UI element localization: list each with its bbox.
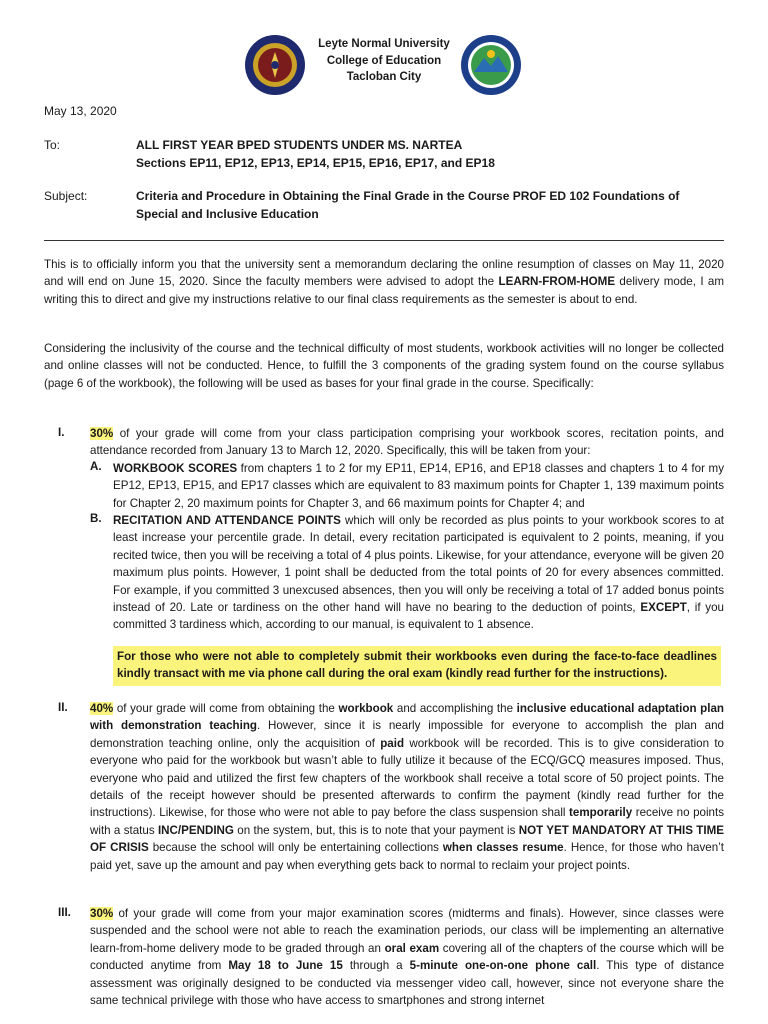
- section-1-number: I.: [58, 426, 65, 439]
- university-name: Leyte Normal University: [318, 38, 450, 50]
- item-b-text: RECITATION AND ATTENDANCE POINTS which will only be recorded as plus points to your workbook scores to at least increase your percentile grade. In detail, every recitation participated is equivalent to 2 points, meaning, if you recited twice, then you will be receiving a total of 4 plus points. Likewise, for your attendance, everyone will be given 20 maximum plus points. However, 1 point shall be deducted from the total points of 20 for every absences committed. For example, if you committed 3 unexcused absences, then you will only be receiving a total of 17 added bonus points instead of 20. Late or tardiness on the other hand will have no bearing to the deduction of points, EXCEPT, if you committed 3 tardiness which, according to our manual, is equivalent to 1 absence.: [113, 514, 725, 632]
- workbook-note-highlight: For those who were not able to completely submit their workbooks even during the face-to-face deadlines kindly transact with me via phone call during the oral exam (kindly read further for the instructions).: [113, 646, 721, 686]
- item-a-letter: A.: [90, 460, 102, 473]
- subject-text: [136, 188, 726, 223]
- subject-line-2: Special and Inclusive Education: [136, 206, 319, 221]
- section-1-percent: 30%: [90, 427, 114, 440]
- city-name: Tacloban City: [346, 71, 422, 83]
- college-name: College of Education: [326, 54, 442, 67]
- section-3-text: 30% of your grade will come from your major examination scores (midterms and finals). However, since classes were suspended and the school were not able to reach the examination periods, our class will be implementing an alternative learn-from-home delivery mode to be graded through an oral exam covering all of the chapters of the course which will be conducted anytime from May 18 to June 15 through a 5-minute one-on-one phone call. This type of distance assessment was originally designed to be conducted via messenger video call, however, since not everyone share the same technical privilege with those who have access to smartphones and strong internet: [90, 907, 725, 1008]
- section-2-number: II.: [58, 701, 68, 714]
- divider-rule: [44, 240, 724, 241]
- learn-from-home-term: LEARN-FROM-HOME: [498, 275, 616, 289]
- section-1-text: 30% of your grade will come from your class participation comprising your workbook scores, recitation points, and attendance recorded from January 13 to March 12, 2020. Specifically, this will be taken from your:: [90, 427, 724, 458]
- letterhead: [0, 36, 768, 86]
- to-line-1: ALL FIRST YEAR BPED STUDENTS UNDER MS. NARTEA: [136, 138, 463, 152]
- section-3-percent: 30%: [90, 907, 114, 920]
- section-2-percent: 40%: [90, 702, 114, 715]
- subject-label: Subject:: [44, 189, 88, 203]
- grading-intro-paragraph: Considering the inclusivity of the course and the technical difficulty of most students, workbook activities will no longer be collected and online classes will not be conducted. Hence, to fulfill the 3 components of the grading system found on the course syllabus (page 6 of the workbook), the following will be used as bases for your final grade in the course. Specifically:: [44, 342, 724, 390]
- section-3-number: III.: [58, 906, 71, 919]
- subject-line-1: Criteria and Procedure in Obtaining the Final Grade in the Course PROF ED 102 Foundations of: [136, 189, 680, 203]
- item-b-letter: B.: [90, 512, 102, 525]
- to-recipients: [136, 137, 726, 172]
- to-label: To:: [44, 138, 61, 152]
- memo-date: May 13, 2020: [44, 104, 117, 118]
- intro-paragraph: This is to officially inform you that the university sent a memorandum declaring the online resumption of classes on May 11, 2020 and will end on June 15, 2020. Since the faculty members were advised to adopt the LEARN-FROM-HOME delivery mode, I am writing this to direct and give my instructions relative to our final class requirements as the semester is about to end.: [44, 258, 725, 306]
- item-a-text: WORKBOOK SCORES from chapters 1 to 2 for my EP11, EP14, EP16, and EP18 classes and chapters 1 to 4 for my EP12, EP13, EP15, and EP17 classes which are equivalent to 83 maximum points for Chapter 1, 139 maximum points for Chapter 2, 20 maximum points for Chapter 3, and 66 maximum points for Chapter 4; and: [113, 462, 724, 510]
- coe-seal-logo: [460, 34, 522, 96]
- to-line-2: Sections EP11, EP12, EP13, EP14, EP15, EP16, EP17, and EP18: [136, 155, 495, 170]
- section-2-text: 40% of your grade will come from obtaining the workbook and accomplishing the inclusive educational adaptation plan with demonstration teaching. However, since it is nearly impossible for everyone to accomplish the plan and demonstration teaching online, only the acquisition of paid workbook will be recorded. This is to give consideration to everyone who paid for the workbook but wasn’t able to fully utilize it because of the ECQ/GCQ measures imposed. Thus, everyone who paid and utilized the first few chapters of the workbook shall receive a total score of 50 project points. The details of the receipt however should be presented afterwards to confirm the payment (kindly read further for the instructions). Likewise, for those who were not able to pay before the class suspension shall temporarily receive no points with a status INC/PENDING on the system, but, this is to note that your payment is NOT YET MANDATORY AT THIS TIME OF CRISIS because the school will only be entertaining collections when classes resume. Hence, for those who haven’t paid yet, save up the amount and pay when everything gets back to normal to reclaim your project points.: [90, 702, 725, 872]
